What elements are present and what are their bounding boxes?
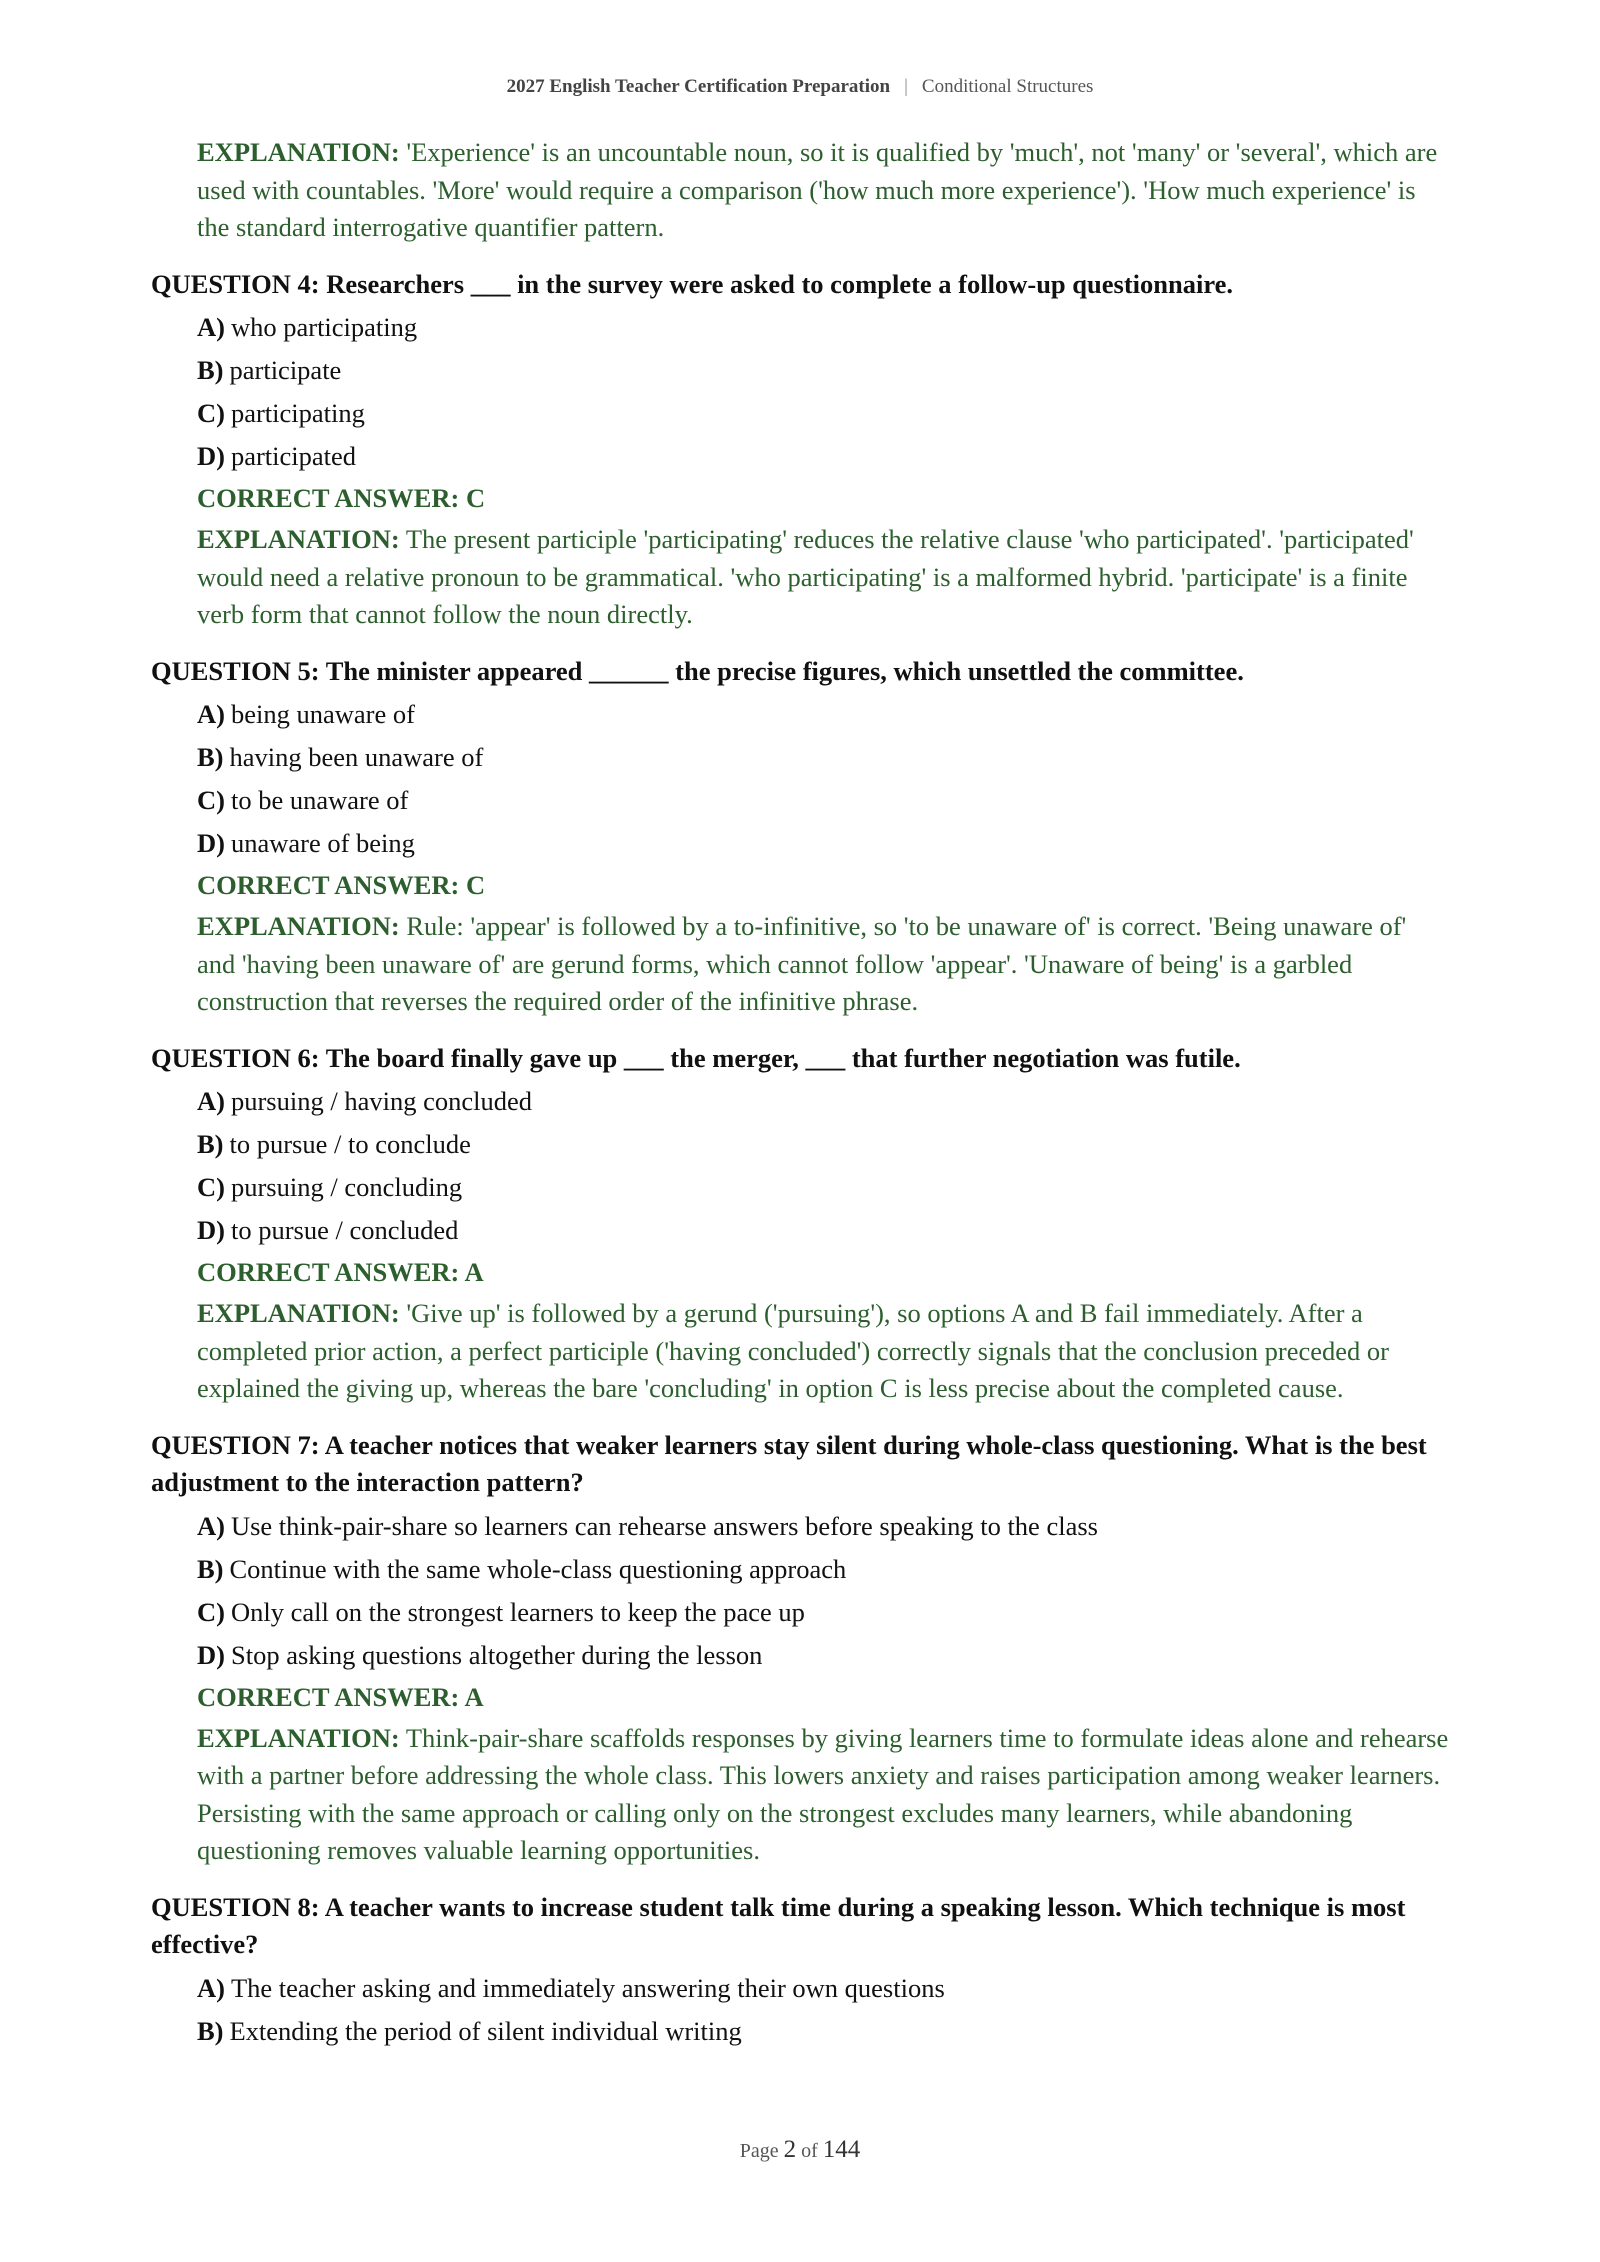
explanation	[197, 1295, 1451, 1408]
question-block-4	[151, 266, 1451, 634]
option-letter: A)	[197, 1086, 225, 1116]
option-text: Extending the period of silent individual writing	[229, 2015, 742, 2046]
options-list	[197, 1967, 1451, 2053]
option-text: participate	[229, 355, 342, 385]
page-content	[151, 134, 1451, 2053]
option-letter: C)	[197, 398, 225, 428]
option-d	[197, 435, 1451, 478]
options-list	[197, 1080, 1451, 1252]
explanation-text: 'Give up' is followed by a gerund ('pursuing'), so options A and B fail immediately. After a completed prior action, a perfect participle ('having concluded') correctly signals that the conclusion preceded or explained the giving up, whereas the bare 'concluding' in option C is less precise about the completed cause.	[197, 1298, 1389, 1403]
correct-answer: CORRECT ANSWER: C	[197, 870, 486, 900]
option-letter: C)	[197, 1596, 225, 1627]
explanation-label: EXPLANATION:	[197, 911, 400, 941]
explanation-label: EXPLANATION:	[197, 137, 400, 167]
option-a	[197, 1967, 1451, 2010]
correct-answer: CORRECT ANSWER: A	[197, 1257, 484, 1287]
explanation	[197, 521, 1451, 634]
question-text: QUESTION 5: The minister appeared ______ the precise figures, which unsettled the committee.	[151, 655, 1244, 686]
option-c	[197, 1591, 1451, 1634]
question-text: QUESTION 7: A teacher notices that weaker learners stay silent during whole-class questioning. What is the best adjustment to the interaction pattern?	[151, 1429, 1427, 1497]
option-text: to pursue / to conclude	[229, 1129, 471, 1159]
explanation-label: EXPLANATION:	[197, 1722, 400, 1753]
option-letter: B)	[197, 742, 224, 772]
question-block-6	[151, 1040, 1451, 1408]
total-pages: 144	[822, 2136, 861, 2163]
explanation-text: 'Experience' is an uncountable noun, so it is qualified by 'much', not 'many' or 'several', which are used with countables. 'More' would require a comparison ('how much more experience'). 'How much experience' is the standard interrogative quantifier pattern.	[197, 137, 1438, 242]
option-text: to be unaware of	[230, 785, 409, 815]
option-letter: B)	[197, 2015, 224, 2046]
option-letter: A)	[197, 312, 225, 342]
option-text: Stop asking questions altogether during the lesson	[230, 1639, 763, 1670]
option-letter: A)	[197, 699, 225, 729]
option-a	[197, 693, 1451, 736]
section-title: Conditional Structures	[921, 76, 1094, 97]
option-text: having been unaware of	[229, 742, 484, 772]
of-word: of	[801, 2140, 818, 2162]
option-c	[197, 779, 1451, 822]
option-text: to pursue / concluded	[230, 1215, 459, 1245]
option-b	[197, 1548, 1451, 1591]
explanation-label: EXPLANATION:	[197, 524, 400, 554]
option-letter: A)	[197, 1972, 225, 2003]
page-word: Page	[739, 2140, 779, 2162]
book-title: 2027 English Teacher Certification Preparation	[506, 76, 891, 97]
option-d	[197, 1634, 1451, 1677]
options-list	[197, 306, 1451, 478]
option-b	[197, 349, 1451, 392]
option-text: pursuing / concluding	[230, 1172, 463, 1202]
option-text: Use think-pair-share so learners can rehearse answers before speaking to the class	[230, 1510, 1098, 1541]
option-letter: D)	[197, 1639, 225, 1670]
explanation-text: Rule: 'appear' is followed by a to-infinitive, so 'to be unaware of' is correct. 'Being unaware of' and 'having been unaware of' are gerund forms, which cannot follow 'appear'. 'Unaware of being' is a garbled construction that reverses the required order of the infinitive phrase.	[197, 911, 1407, 1016]
explanation-text: Think-pair-share scaffolds responses by giving learners time to formulate ideas alone and rehearse with a partner before addressing the whole class. This lowers anxiety and raises participation among weaker learners. Persisting with the same approach or calling only on the strongest excludes many learners, while abandoning questioning removes valuable learning opportunities.	[197, 1722, 1449, 1865]
header-separator: |	[904, 76, 908, 97]
option-d	[197, 1209, 1451, 1252]
explanation	[197, 908, 1451, 1021]
option-text: participating	[230, 398, 365, 428]
option-text: pursuing / having concluded	[230, 1086, 532, 1116]
options-list	[197, 1505, 1451, 1677]
question-block-5	[151, 653, 1451, 1021]
option-d	[197, 822, 1451, 865]
question-block-8	[151, 1889, 1451, 2053]
option-c	[197, 392, 1451, 435]
correct-answer: CORRECT ANSWER: C	[197, 483, 486, 513]
option-text: being unaware of	[230, 699, 415, 729]
page-number: 2	[783, 2136, 797, 2163]
option-text: unaware of being	[230, 828, 415, 858]
question-text: QUESTION 6: The board finally gave up ___ the merger, ___ that further negotiation was futile.	[151, 1042, 1241, 1073]
correct-answer: CORRECT ANSWER: A	[197, 1681, 484, 1712]
page-footer	[0, 2136, 1600, 2164]
option-b	[197, 1123, 1451, 1166]
option-letter: B)	[197, 1129, 224, 1159]
option-letter: B)	[197, 355, 224, 385]
option-text: Continue with the same whole-class questioning approach	[229, 1553, 847, 1584]
option-letter: D)	[197, 441, 225, 471]
option-b	[197, 2010, 1451, 2053]
question-block-7	[151, 1427, 1451, 1870]
option-b	[197, 736, 1451, 779]
option-letter: C)	[197, 1172, 225, 1202]
option-text: participated	[230, 441, 357, 471]
option-letter: C)	[197, 785, 225, 815]
option-a	[197, 306, 1451, 349]
question-text: QUESTION 4: Researchers ___ in the survey were asked to complete a follow-up questionnaire.	[151, 268, 1234, 299]
option-letter: A)	[197, 1510, 225, 1541]
option-a	[197, 1080, 1451, 1123]
option-text: Only call on the strongest learners to keep the pace up	[230, 1596, 805, 1627]
running-header	[0, 76, 1600, 98]
explanation-label: EXPLANATION:	[197, 1298, 400, 1328]
option-c	[197, 1166, 1451, 1209]
option-a	[197, 1505, 1451, 1548]
explanation	[197, 1720, 1451, 1870]
carryover-explanation	[197, 134, 1451, 247]
options-list	[197, 693, 1451, 865]
option-text: who participating	[230, 312, 418, 342]
option-letter: D)	[197, 828, 225, 858]
option-letter: B)	[197, 1553, 224, 1584]
option-text: The teacher asking and immediately answering their own questions	[230, 1972, 945, 2003]
option-letter: D)	[197, 1215, 225, 1245]
explanation-text: The present participle 'participating' reduces the relative clause 'who participated'. 'participated' would need a relative pronoun to be grammatical. 'who participating' is a malformed hybrid. 'participate' is a finite verb form that cannot follow the noun directly.	[197, 524, 1414, 629]
question-text: QUESTION 8: A teacher wants to increase student talk time during a speaking lesson. Which technique is most effective?	[151, 1891, 1406, 1959]
